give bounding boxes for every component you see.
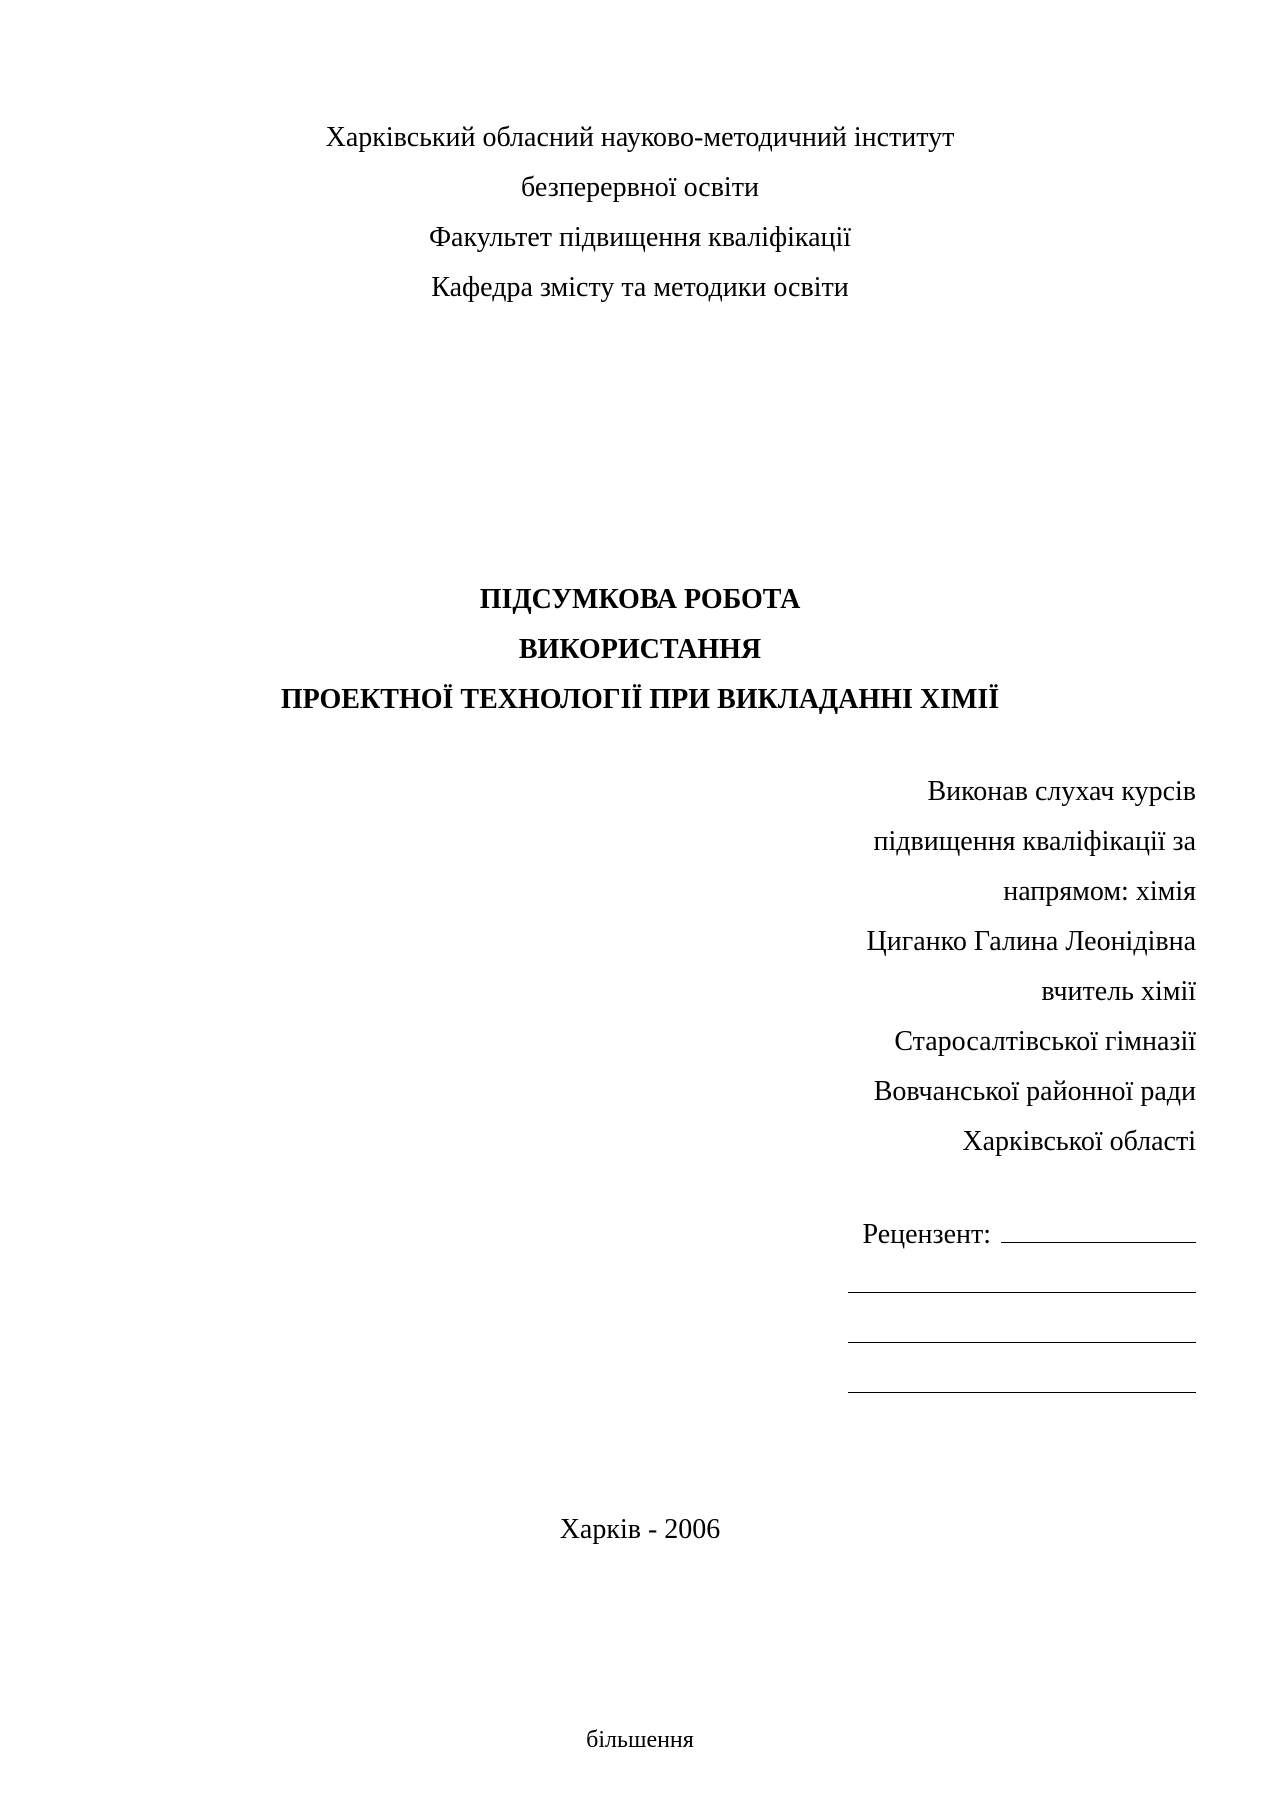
department-name: Кафедра змісту та методики освіти bbox=[431, 272, 849, 303]
author-position: вчитель хімії bbox=[1041, 976, 1196, 1007]
author-line-2: підвищення кваліфікації за bbox=[873, 826, 1196, 857]
city-year bbox=[0, 1505, 1280, 1555]
title-line-1: ПІДСУМКОВА РОБОТА bbox=[479, 584, 801, 615]
reviewer-blank-row bbox=[848, 1258, 1196, 1308]
reviewer-blank-line bbox=[848, 1358, 1196, 1393]
document-title bbox=[0, 575, 1280, 725]
reviewer-row bbox=[848, 1208, 1196, 1258]
institution-header bbox=[0, 113, 1280, 313]
author-name: Циганко Галина Леонідівна bbox=[866, 926, 1196, 957]
reviewer-blank-line bbox=[1001, 1208, 1196, 1243]
footer-text: більшення bbox=[586, 1727, 694, 1753]
author-line-1: Виконав слухач курсів bbox=[927, 776, 1196, 807]
reviewer-label: Рецензент: bbox=[862, 1219, 991, 1250]
author-school: Старосалтівської гімназії bbox=[894, 1026, 1196, 1057]
author-info bbox=[867, 767, 1196, 1167]
reviewer-blank-row bbox=[848, 1358, 1196, 1408]
title-line-3: ПРОЕКТНОЇ ТЕХНОЛОГІЇ ПРИ ВИКЛАДАННІ ХІМІЇ bbox=[280, 684, 1000, 715]
reviewer-section bbox=[848, 1208, 1196, 1408]
institution-name-continued: безперервної освіти bbox=[521, 172, 759, 203]
reviewer-blank-line bbox=[848, 1308, 1196, 1343]
author-council: Вовчанської районної ради bbox=[873, 1076, 1196, 1107]
author-line-3: напрямом: хімія bbox=[1003, 876, 1196, 907]
author-region: Харківської області bbox=[962, 1126, 1196, 1157]
city-year-text: Харків - 2006 bbox=[559, 1514, 721, 1545]
faculty-name: Факультет підвищення кваліфікації bbox=[428, 222, 852, 253]
reviewer-blank-row bbox=[848, 1308, 1196, 1358]
institution-name: Харківський обласний науково-методичний інститут bbox=[325, 122, 955, 153]
title-line-2: ВИКОРИСТАННЯ bbox=[518, 634, 762, 665]
reviewer-blank-line bbox=[848, 1258, 1196, 1293]
page-footer bbox=[0, 1720, 1280, 1760]
